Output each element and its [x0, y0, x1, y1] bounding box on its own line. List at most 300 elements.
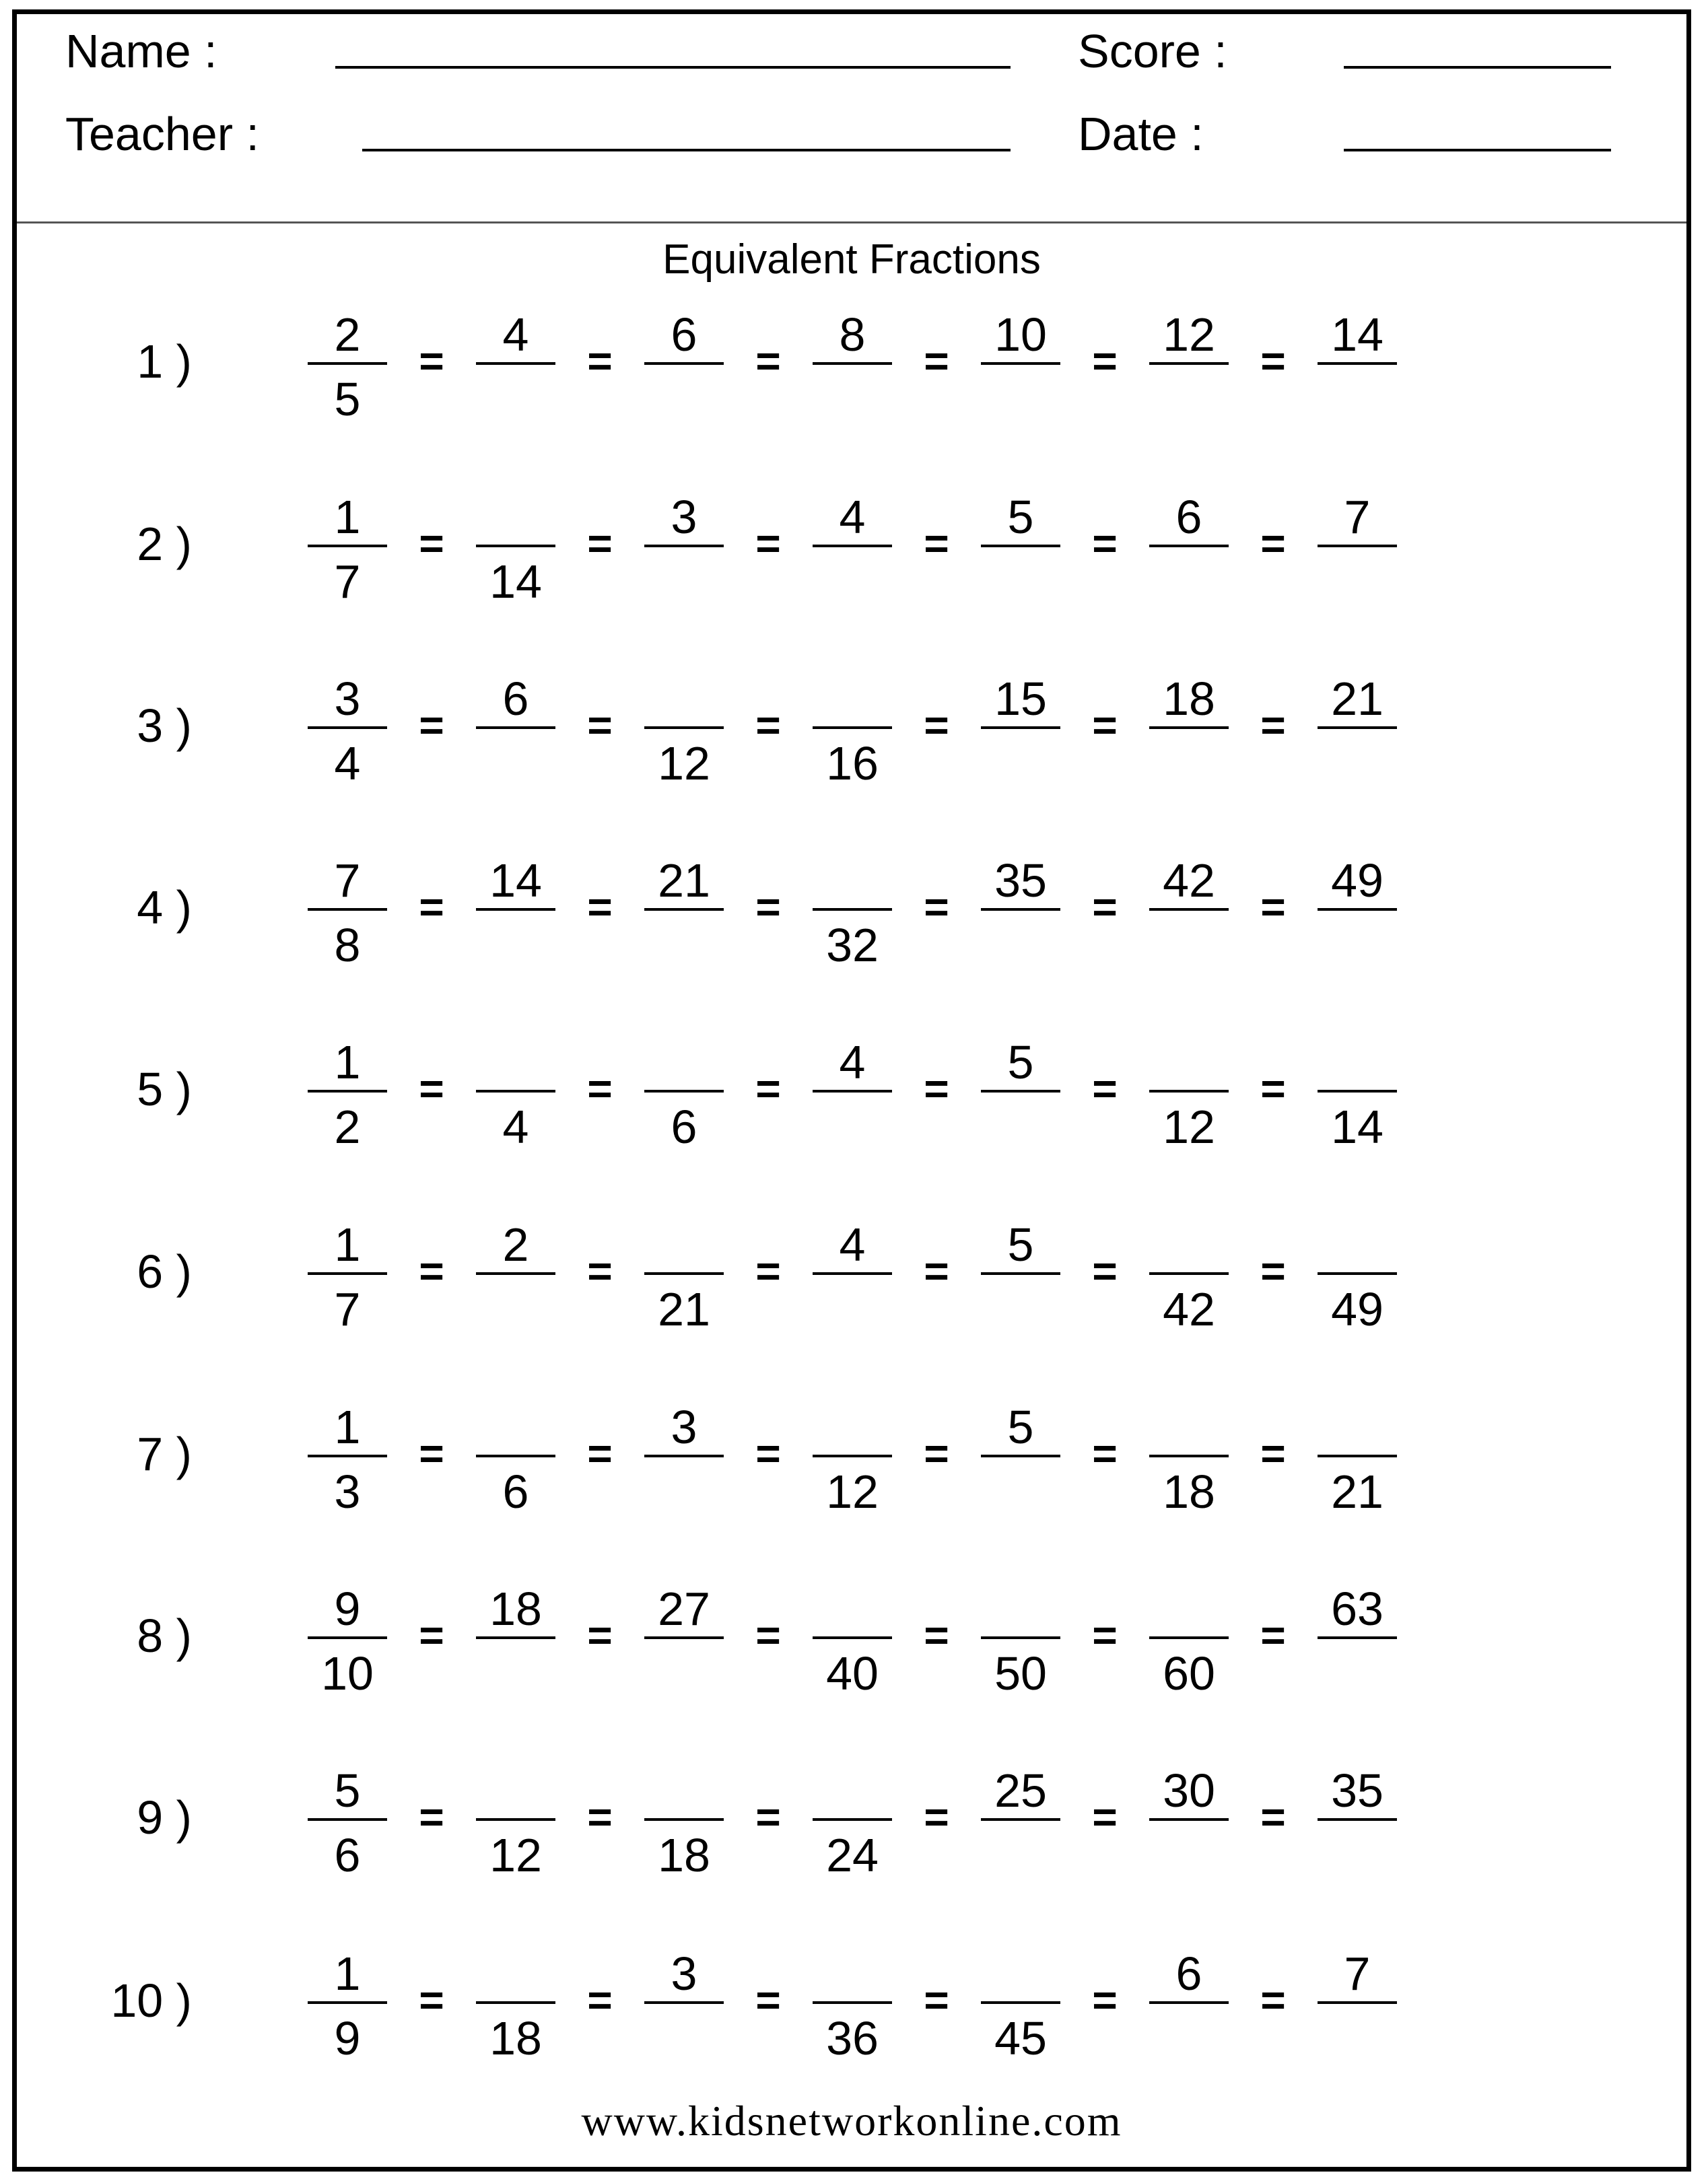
problem-number: 7 ) [137, 1428, 192, 1480]
fraction-bar [1149, 2001, 1229, 2004]
denominator: 14 [1331, 1101, 1384, 1153]
problem-number: 8 ) [137, 1609, 192, 1662]
equals-sign: = [419, 337, 444, 385]
fraction-bar [644, 545, 724, 547]
denominator: 45 [994, 2012, 1047, 2065]
equals-sign: = [1092, 882, 1118, 931]
equals-sign: = [924, 1247, 949, 1295]
fraction-bar [308, 1455, 387, 1457]
score-line [1344, 66, 1611, 69]
fraction-blank [1318, 1762, 1397, 1896]
numerator: 42 [1163, 854, 1215, 907]
equals-sign: = [1092, 1976, 1118, 2024]
fraction-bar [981, 1636, 1060, 1639]
fraction-blank [644, 852, 724, 986]
fraction-bar [1149, 1455, 1229, 1457]
equals-sign: = [419, 701, 444, 749]
fraction-blank [813, 670, 892, 804]
numerator: 5 [334, 1764, 361, 1817]
problem-number: 1 ) [137, 335, 192, 388]
fraction-blank [476, 1580, 555, 1714]
denominator: 7 [334, 555, 361, 608]
denominator: 49 [1331, 1283, 1384, 1336]
equals-sign: = [587, 1064, 613, 1113]
fraction-bar [1318, 1272, 1397, 1275]
fraction-bar [1149, 362, 1229, 365]
fraction-bar [1149, 1636, 1229, 1639]
name-line [335, 66, 1011, 69]
equals-sign: = [419, 1793, 444, 1841]
problem-row [17, 670, 1686, 804]
denominator: 24 [826, 1829, 879, 1881]
fraction-bar [308, 1090, 387, 1093]
fraction-blank [981, 670, 1060, 804]
fraction-blank [981, 306, 1060, 440]
fraction-bar [476, 1818, 555, 1821]
fraction-bar [1149, 1818, 1229, 1821]
given-fraction [308, 1762, 387, 1896]
numerator: 5 [1007, 1218, 1034, 1271]
problem-row [17, 306, 1686, 440]
numerator: 9 [334, 1583, 361, 1635]
teacher-line [362, 149, 1011, 151]
fraction-blank [813, 488, 892, 623]
fraction-blank [1149, 1762, 1229, 1896]
given-fraction [308, 1580, 387, 1714]
equals-sign: = [755, 1064, 781, 1113]
equals-sign: = [755, 1429, 781, 1478]
fraction-bar [981, 726, 1060, 729]
equals-sign: = [419, 1247, 444, 1295]
fraction-bar [981, 545, 1060, 547]
denominator: 12 [489, 1829, 542, 1881]
fraction-bar [308, 1636, 387, 1639]
numerator: 18 [1163, 672, 1215, 725]
equals-sign: = [1092, 1429, 1118, 1478]
fraction-blank [644, 1762, 724, 1896]
fraction-blank [1318, 1216, 1397, 1350]
fraction-blank [1149, 306, 1229, 440]
fraction-bar [981, 1455, 1060, 1457]
problem-number: 9 ) [137, 1791, 192, 1844]
equals-sign: = [587, 1611, 613, 1659]
fraction-blank [813, 1216, 892, 1350]
fraction-bar [308, 1818, 387, 1821]
fraction-bar [476, 545, 555, 547]
fraction-blank [644, 1945, 724, 2079]
fraction-bar [981, 908, 1060, 911]
fraction-bar [476, 1455, 555, 1457]
fraction-blank [1149, 852, 1229, 986]
fraction-blank [476, 1033, 555, 1168]
fraction-blank [644, 1033, 724, 1168]
numerator: 4 [502, 308, 529, 361]
given-fraction [308, 852, 387, 986]
numerator: 10 [994, 308, 1047, 361]
fraction-bar [1318, 2001, 1397, 2004]
equals-sign: = [1092, 1793, 1118, 1841]
fraction-blank [1149, 1033, 1229, 1168]
fraction-bar [981, 1272, 1060, 1275]
denominator: 12 [1163, 1101, 1215, 1153]
denominator: 16 [826, 737, 879, 790]
equals-sign: = [1260, 1611, 1286, 1659]
numerator: 12 [1163, 308, 1215, 361]
equals-sign: = [1260, 1429, 1286, 1478]
equals-sign: = [924, 701, 949, 749]
fraction-bar [981, 362, 1060, 365]
fraction-blank [1318, 306, 1397, 440]
numerator: 5 [1007, 1401, 1034, 1453]
problem-number: 6 ) [137, 1245, 192, 1298]
fraction-blank [1318, 1945, 1397, 2079]
fraction-bar [476, 726, 555, 729]
fraction-blank [981, 1033, 1060, 1168]
fraction-blank [1149, 488, 1229, 623]
fraction-bar [813, 362, 892, 365]
numerator: 14 [489, 854, 542, 907]
problem-row [17, 1762, 1686, 1896]
problem-number: 5 ) [137, 1063, 192, 1115]
denominator: 4 [502, 1101, 529, 1153]
numerator: 18 [489, 1583, 542, 1635]
fraction-bar [813, 1636, 892, 1639]
fraction-bar [476, 1272, 555, 1275]
equals-sign: = [924, 1611, 949, 1659]
fraction-bar [644, 726, 724, 729]
fraction-blank [813, 1945, 892, 2079]
fraction-bar [644, 908, 724, 911]
problem-number: 3 ) [137, 699, 192, 752]
teacher-label: Teacher : [65, 108, 259, 160]
equals-sign: = [419, 1064, 444, 1113]
equals-sign: = [587, 1247, 613, 1295]
worksheet [12, 9, 1691, 2172]
date-label: Date : [1078, 108, 1204, 160]
denominator: 2 [334, 1101, 361, 1153]
fraction-bar [308, 2001, 387, 2004]
fraction-bar [308, 362, 387, 365]
numerator: 6 [502, 672, 529, 725]
fraction-blank [644, 670, 724, 804]
problem-number: 10 ) [110, 1974, 192, 2027]
equals-sign: = [419, 1611, 444, 1659]
fraction-bar [1149, 908, 1229, 911]
problem-row [17, 1945, 1686, 2079]
fraction-bar [813, 545, 892, 547]
equals-sign: = [587, 882, 613, 931]
fraction-bar [1149, 1272, 1229, 1275]
fraction-blank [981, 1216, 1060, 1350]
fraction-bar [1318, 726, 1397, 729]
numerator: 1 [334, 1036, 361, 1088]
fraction-blank [981, 852, 1060, 986]
fraction-bar [644, 1455, 724, 1457]
fraction-blank [1149, 1398, 1229, 1533]
numerator: 7 [1344, 491, 1371, 543]
numerator: 4 [839, 491, 866, 543]
equals-sign: = [924, 1429, 949, 1478]
fraction-bar [476, 2001, 555, 2004]
fraction-bar [476, 1636, 555, 1639]
fraction-bar [1318, 1818, 1397, 1821]
fraction-bar [1318, 1090, 1397, 1093]
fraction-blank [1318, 1580, 1397, 1714]
fraction-blank [1149, 1216, 1229, 1350]
fraction-blank [981, 1580, 1060, 1714]
numerator: 7 [334, 854, 361, 907]
fraction-blank [1149, 1945, 1229, 2079]
fraction-bar [476, 908, 555, 911]
equals-sign: = [924, 882, 949, 931]
fraction-blank [1318, 852, 1397, 986]
denominator: 9 [334, 2012, 361, 2065]
fraction-blank [1149, 670, 1229, 804]
equals-sign: = [1260, 1064, 1286, 1113]
numerator: 4 [839, 1218, 866, 1271]
equals-sign: = [924, 519, 949, 567]
problem-row [17, 852, 1686, 986]
worksheet-title: Equivalent Fractions [662, 236, 1041, 283]
fraction-blank [644, 306, 724, 440]
numerator: 3 [671, 491, 697, 543]
numerator: 63 [1331, 1583, 1384, 1635]
denominator: 42 [1163, 1283, 1215, 1336]
denominator: 50 [994, 1647, 1047, 1700]
numerator: 6 [1175, 1947, 1202, 2000]
fraction-bar [1149, 726, 1229, 729]
equals-sign: = [1260, 1793, 1286, 1841]
date-line [1344, 149, 1611, 151]
equals-sign: = [755, 1793, 781, 1841]
fraction-bar [308, 908, 387, 911]
fraction-bar [308, 726, 387, 729]
header [17, 14, 1686, 223]
fraction-bar [981, 2001, 1060, 2004]
fraction-bar [1318, 1455, 1397, 1457]
given-fraction [308, 306, 387, 440]
given-fraction [308, 488, 387, 623]
numerator: 15 [994, 672, 1047, 725]
fraction-blank [981, 488, 1060, 623]
fraction-bar [1318, 362, 1397, 365]
denominator: 12 [658, 737, 710, 790]
equals-sign: = [1092, 1064, 1118, 1113]
numerator: 3 [671, 1401, 697, 1453]
fraction-bar [813, 2001, 892, 2004]
denominator: 8 [334, 919, 361, 971]
denominator: 6 [671, 1101, 697, 1153]
denominator: 7 [334, 1283, 361, 1336]
numerator: 3 [671, 1947, 697, 2000]
numerator: 6 [1175, 491, 1202, 543]
fraction-blank [981, 1398, 1060, 1533]
numerator: 21 [658, 854, 710, 907]
denominator: 4 [334, 737, 361, 790]
fraction-bar [644, 2001, 724, 2004]
problem-row [17, 488, 1686, 623]
numerator: 1 [334, 1401, 361, 1453]
equals-sign: = [1260, 701, 1286, 749]
fraction-bar [476, 1090, 555, 1093]
footer-url: www.kidsnetworkonline.com [581, 2097, 1122, 2145]
equals-sign: = [1092, 701, 1118, 749]
given-fraction [308, 1398, 387, 1533]
fraction-blank [813, 306, 892, 440]
equals-sign: = [1092, 1611, 1118, 1659]
equals-sign: = [587, 519, 613, 567]
fraction-blank [476, 488, 555, 623]
fraction-bar [813, 1090, 892, 1093]
problem-row [17, 1216, 1686, 1350]
equals-sign: = [924, 1064, 949, 1113]
denominator: 14 [489, 555, 542, 608]
numerator: 25 [994, 1764, 1047, 1817]
equals-sign: = [1260, 519, 1286, 567]
equals-sign: = [1260, 882, 1286, 931]
equals-sign: = [587, 701, 613, 749]
fraction-blank [476, 852, 555, 986]
given-fraction [308, 1216, 387, 1350]
equals-sign: = [419, 1429, 444, 1478]
fraction-blank [1318, 670, 1397, 804]
fraction-bar [981, 1090, 1060, 1093]
fraction-bar [644, 1636, 724, 1639]
problem-number: 4 ) [137, 881, 192, 934]
problem-number: 2 ) [137, 518, 192, 570]
equals-sign: = [1092, 519, 1118, 567]
fraction-bar [1318, 908, 1397, 911]
fraction-bar [476, 362, 555, 365]
fraction-blank [476, 670, 555, 804]
fraction-blank [1149, 1580, 1229, 1714]
numerator: 21 [1331, 672, 1384, 725]
denominator: 18 [658, 1829, 710, 1881]
equals-sign: = [419, 519, 444, 567]
denominator: 12 [826, 1465, 879, 1518]
fraction-blank [644, 1398, 724, 1533]
fraction-bar [981, 1818, 1060, 1821]
numerator: 3 [334, 672, 361, 725]
numerator: 5 [1007, 491, 1034, 543]
fraction-bar [644, 1818, 724, 1821]
fraction-blank [813, 1762, 892, 1896]
fraction-bar [813, 1272, 892, 1275]
fraction-blank [476, 1945, 555, 2079]
denominator: 6 [334, 1829, 361, 1881]
numerator: 14 [1331, 308, 1384, 361]
equals-sign: = [755, 519, 781, 567]
numerator: 6 [671, 308, 697, 361]
denominator: 18 [1163, 1465, 1215, 1518]
numerator: 5 [1007, 1036, 1034, 1088]
equals-sign: = [755, 337, 781, 385]
fraction-blank [813, 1398, 892, 1533]
fraction-bar [1149, 1090, 1229, 1093]
fraction-bar [308, 545, 387, 547]
problem-row [17, 1398, 1686, 1533]
given-fraction [308, 1033, 387, 1168]
fraction-bar [813, 726, 892, 729]
problem-row [17, 1033, 1686, 1168]
score-label: Score : [1078, 25, 1227, 77]
equals-sign: = [924, 1793, 949, 1841]
fraction-blank [813, 1580, 892, 1714]
denominator: 18 [489, 2012, 542, 2065]
numerator: 1 [334, 491, 361, 543]
numerator: 49 [1331, 854, 1384, 907]
equals-sign: = [587, 1793, 613, 1841]
fraction-bar [1318, 1636, 1397, 1639]
denominator: 10 [321, 1647, 374, 1700]
denominator: 21 [1331, 1465, 1384, 1518]
equals-sign: = [755, 882, 781, 931]
numerator: 8 [839, 308, 866, 361]
denominator: 36 [826, 2012, 879, 2065]
numerator: 35 [994, 854, 1047, 907]
equals-sign: = [924, 1976, 949, 2024]
fraction-bar [644, 362, 724, 365]
equals-sign: = [587, 1976, 613, 2024]
fraction-blank [476, 1216, 555, 1350]
equals-sign: = [924, 337, 949, 385]
fraction-bar [308, 1272, 387, 1275]
equals-sign: = [1260, 337, 1286, 385]
denominator: 3 [334, 1465, 361, 1518]
equals-sign: = [1092, 1247, 1118, 1295]
equals-sign: = [755, 1611, 781, 1659]
numerator: 2 [502, 1218, 529, 1271]
denominator: 40 [826, 1647, 879, 1700]
numerator: 30 [1163, 1764, 1215, 1817]
fraction-blank [813, 1033, 892, 1168]
fraction-blank [1318, 1033, 1397, 1168]
fraction-blank [1318, 1398, 1397, 1533]
fraction-blank [1318, 488, 1397, 623]
denominator: 32 [826, 919, 879, 971]
fraction-blank [981, 1945, 1060, 2079]
equals-sign: = [587, 337, 613, 385]
denominator: 21 [658, 1283, 710, 1336]
equals-sign: = [1260, 1247, 1286, 1295]
fraction-bar [1318, 545, 1397, 547]
numerator: 1 [334, 1218, 361, 1271]
denominator: 60 [1163, 1647, 1215, 1700]
equals-sign: = [755, 701, 781, 749]
denominator: 5 [334, 373, 361, 425]
fraction-blank [476, 1398, 555, 1533]
fraction-blank [644, 1216, 724, 1350]
numerator: 35 [1331, 1764, 1384, 1817]
fraction-blank [981, 1762, 1060, 1896]
numerator: 1 [334, 1947, 361, 2000]
equals-sign: = [1092, 337, 1118, 385]
denominator: 6 [502, 1465, 529, 1518]
fraction-blank [813, 852, 892, 986]
fraction-bar [644, 1272, 724, 1275]
equals-sign: = [419, 882, 444, 931]
given-fraction [308, 670, 387, 804]
equals-sign: = [587, 1429, 613, 1478]
fraction-bar [644, 1090, 724, 1093]
fraction-bar [813, 908, 892, 911]
fraction-blank [644, 1580, 724, 1714]
fraction-blank [476, 1762, 555, 1896]
problem-row [17, 1580, 1686, 1714]
numerator: 27 [658, 1583, 710, 1635]
fraction-blank [644, 488, 724, 623]
numerator: 4 [839, 1036, 866, 1088]
